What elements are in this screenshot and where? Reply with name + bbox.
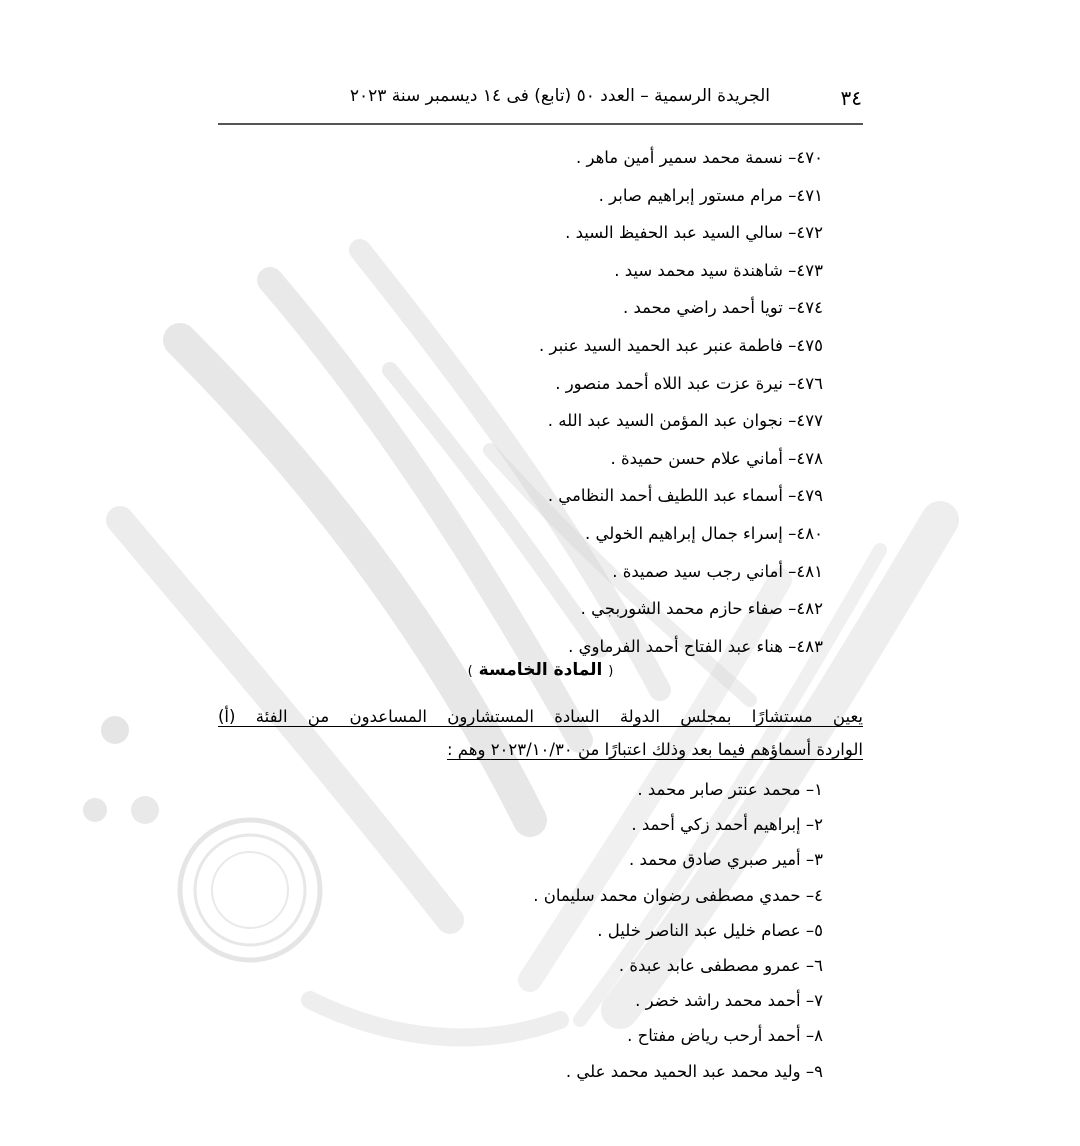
heading-close-paren: ) <box>467 664 473 679</box>
list-item: ٤٧٥– فاطمة عنبر عبد الحميد السيد عنبر . <box>539 335 823 355</box>
list-item: ٤٧٦– نيرة عزت عبد اللاه أحمد منصور . <box>555 373 823 393</box>
article-paragraph-line-2: الواردة أسماؤهم فيما بعد وذلك اعتبارًا من ٢٠٢٣/١٠/٣٠ وهم : <box>446 740 863 759</box>
list-item: ١– محمد عنتر صابر محمد . <box>637 780 823 799</box>
list-item: ٤٧٧– نجوان عبد المؤمن السيد عبد الله . <box>547 411 823 431</box>
article-paragraph-line-1: يعين مستشارًا بمجلس الدولة السادة المستشارون المساعدون من الفئة (أ) <box>218 707 863 726</box>
list-item: ٤٨٠– إسراء جمال إبراهيم الخولي . <box>584 523 823 543</box>
list-item: ٤٨٢– صفاء حازم محمد الشوربجي . <box>580 599 823 619</box>
appointees-list <box>203 143 823 669</box>
page-header <box>218 78 862 118</box>
list-item: ٤٧٠– نسمة محمد سمير أمين ماهر . <box>575 148 823 167</box>
list-item: ٤٧١– مرام مستور إبراهيم صابر . <box>598 185 823 205</box>
article-heading <box>218 660 863 680</box>
list-item: ٨– أحمد أرحب رياض مفتاح . <box>627 1026 823 1046</box>
list-item: ٤٨٣– هناء عبد الفتاح أحمد الفرماوي . <box>568 636 823 656</box>
list-item: ٤٨١– أماني رجب سيد صميدة . <box>612 561 823 581</box>
list-item: ٤٧٨– أماني علام حسن حميدة . <box>610 448 823 468</box>
list-item: ٣– أمير صبري صادق محمد . <box>629 850 823 870</box>
list-item: ٧– أحمد محمد راشد خضر . <box>635 991 823 1011</box>
counselors-list <box>203 775 823 1092</box>
heading-open-paren: ( <box>608 664 614 679</box>
list-item: ٤– حمدي مصطفى رضوان محمد سليمان . <box>533 885 823 905</box>
list-item: ٤٧٢– سالي السيد عبد الحفيظ السيد . <box>565 223 823 243</box>
list-item: ٤٧٩– أسماء عبد اللطيف أحمد النظامي . <box>547 486 823 506</box>
list-item: ٩– وليد محمد عبد الحميد محمد علي . <box>565 1061 823 1081</box>
header-title: الجريدة الرسمية – العدد ٥٠ (تابع) فى ١٤ ديسمبر سنة ٢٠٢٣ <box>349 86 770 106</box>
list-item: ٦– عمرو مصطفى عابد عبدة . <box>618 955 823 975</box>
list-item: ٥– عصام خليل عبد الناصر خليل . <box>597 920 823 940</box>
page-number: ٣٤ <box>840 86 862 110</box>
heading-text: المادة الخامسة <box>478 660 603 680</box>
list-item: ٤٧٤– تويا أحمد راضي محمد . <box>622 298 823 318</box>
list-item: ٤٧٣– شاهندة سيد محمد سيد . <box>614 260 823 280</box>
list-item: ٢– إبراهيم أحمد زكي أحمد . <box>631 815 823 835</box>
header-divider <box>218 123 863 125</box>
